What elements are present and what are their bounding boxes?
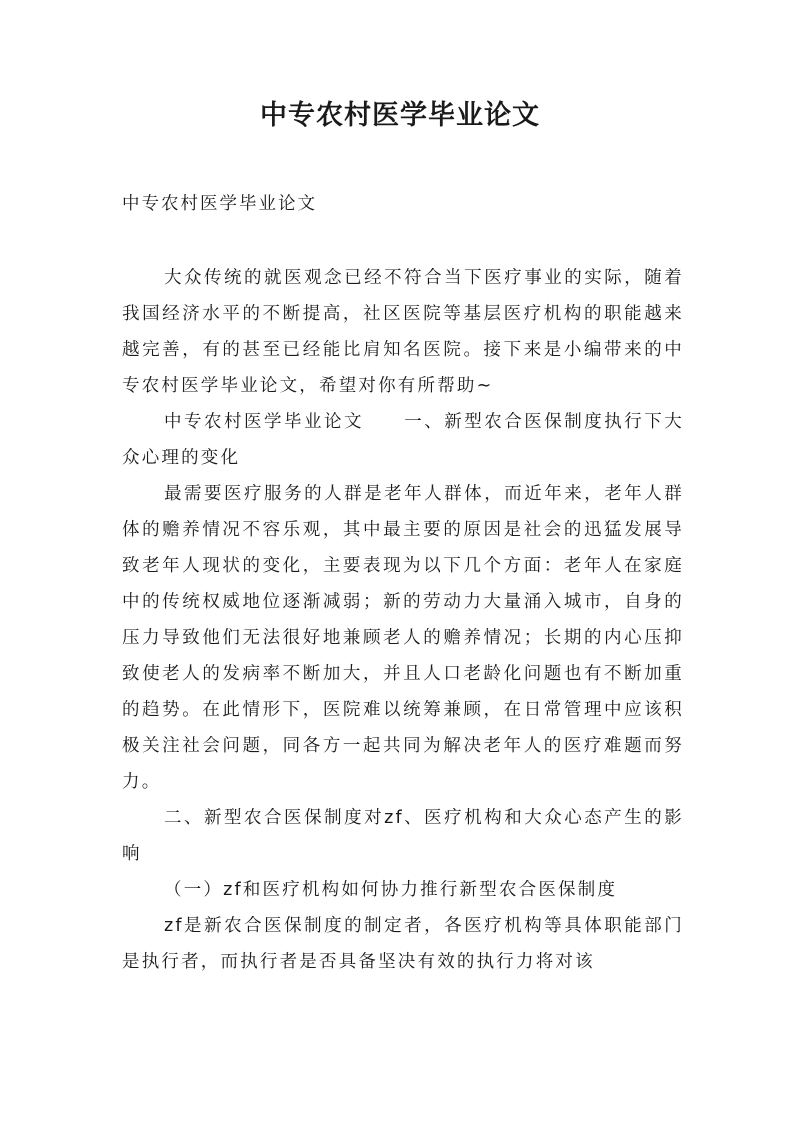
paragraph-elderly: 最需要医疗服务的人群是老年人群体，而近年来，老年人群体的赡养情况不容乐观，其中最主要的原因是社会的迅猛发展导致老年人现状的变化，主要表现为以下几个方面：老年人在家庭中的传统权威地位逐渐减弱；新的劳动力大量涌入城市，自身的压力导致他们无法很好地兼顾老人的赡养情况；长期的内心压抑致使老人的发病率不断加大，并且人口老龄化问题也有不断加重的趋势。在此情形下，医院难以统筹兼顾，在日常管理中应该积极关注社会问题，同各方一起共同为解决老年人的医疗难题而努力。 bbox=[122, 484, 684, 792]
document-title: 中专农村医学毕业论文 bbox=[260, 100, 540, 131]
paragraph-section-heading bbox=[122, 404, 684, 476]
paragraph-zf: zf是新农合医保制度的制定者，各医疗机构等具体职能部门是执行者，而执行者是否具备坚决有效的执行力将对该 bbox=[122, 916, 684, 972]
paragraph-intro: 大众传统的就医观念已经不符合当下医疗事业的实际，随着我国经济水平的不断提高，社区医院等基层医疗机构的职能越来越完善，有的甚至已经能比肩知名医院。接下来是小编带来的中专农村医学毕业论文，希望对你有所帮助~ bbox=[122, 268, 684, 396]
inline-title: 中专农村医学毕业论文 bbox=[164, 412, 364, 432]
section-heading-1: 一、新型农合医保制度执行下大众心理的变化 bbox=[122, 412, 684, 468]
section-heading-2: 二、新型农合医保制度对zf、医疗机构和大众心态产生的影响 bbox=[122, 808, 684, 864]
document-body bbox=[122, 260, 684, 980]
document-subtitle: 中专农村医学毕业论文 bbox=[122, 194, 317, 214]
subsection-heading-1: （一）zf和医疗机构如何协力推行新型农合医保制度 bbox=[164, 880, 618, 900]
